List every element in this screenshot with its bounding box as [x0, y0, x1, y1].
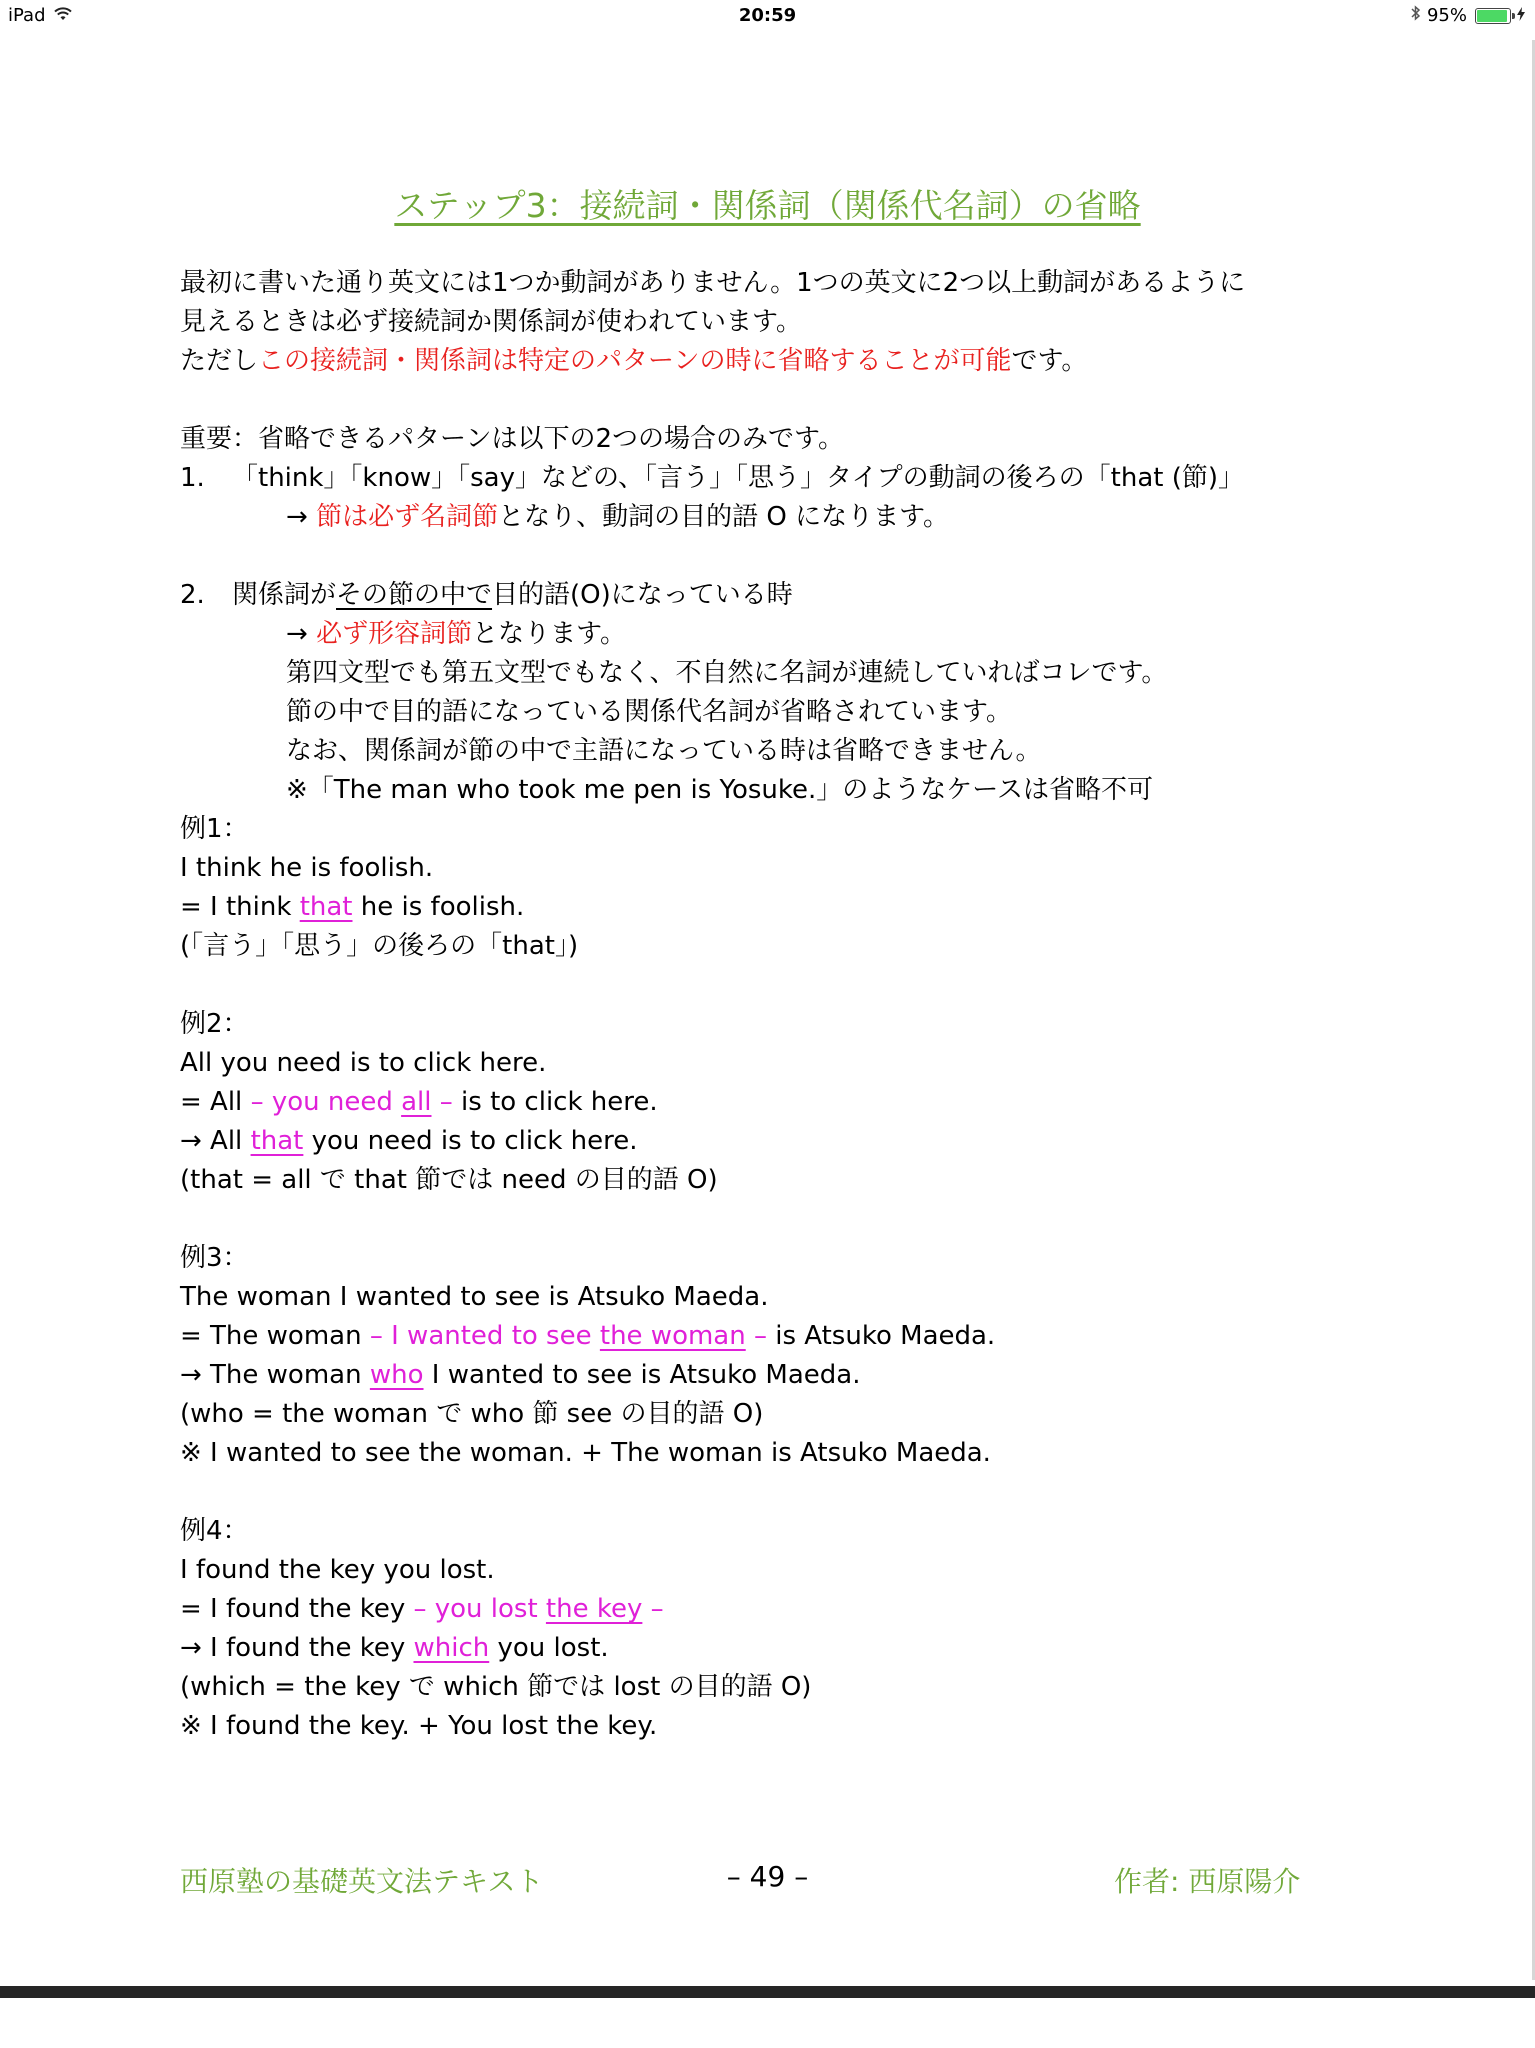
example-1-line: (「言う」「思う」の後ろの「that」) — [180, 931, 579, 961]
pattern-1: 1. 「think」「know」「say」などの、「言う」「思う」タイプの動詞の後ろの「that (節)」 — [180, 463, 1245, 493]
status-time: 20:59 — [738, 5, 797, 26]
example-4-line: → I found the key which you lost. — [180, 1633, 609, 1663]
bluetooth-icon — [1411, 5, 1421, 26]
example-3-line: ※ I wanted to see the woman. + The woman is Atsuko Maeda. — [180, 1438, 991, 1468]
example-3-line: = The woman – I wanted to see the woman – is Atsuko Maeda. — [180, 1321, 996, 1351]
pattern-2-note-1: 第四文型でも第五文型でもなく、不自然に名詞が連続していればコレです。 — [286, 658, 1168, 688]
intro-line-2: 見えるときは必ず接続詞か関係詞が使われています。 — [180, 307, 802, 337]
charging-icon — [1517, 5, 1525, 26]
document-body — [180, 264, 1380, 1746]
example-2-line: All you need is to click here. — [180, 1048, 547, 1078]
pattern-2-note-4: ※「The man who took me pen is Yosuke.」のようなケースは省略不可 — [286, 775, 1153, 805]
pattern-2: 2. 関係詞がその節の中で目的語(O)になっている時 — [180, 580, 793, 610]
status-bar — [0, 0, 1535, 34]
pattern-2-result: → 必ず形容詞節となります。 — [286, 619, 626, 649]
intro-line-1: 最初に書いた通り英文には1つか動詞がありません。1つの英文に2つ以上動詞があるように — [180, 268, 1246, 298]
example-1-line: I think he is foolish. — [180, 853, 434, 883]
important-note: 重要：省略できるパターンは以下の2つの場合のみです。 — [180, 424, 844, 454]
status-right — [1411, 5, 1525, 26]
pattern-2-note-3: なお、関係詞が節の中で主語になっている時は省略できません。 — [286, 736, 1042, 766]
example-4-heading: 例4： — [180, 1516, 249, 1546]
example-2-heading: 例2： — [180, 1009, 249, 1039]
intro-line-3: ただしこの接続詞・関係詞は特定のパターンの時に省略することが可能です。 — [180, 346, 1088, 376]
example-4-line: = I found the key – you lost the key – — [180, 1594, 664, 1624]
battery-icon — [1475, 8, 1511, 24]
page-separator — [0, 1986, 1535, 1998]
example-3-heading: 例3： — [180, 1243, 249, 1273]
battery-percent: 95% — [1426, 5, 1467, 26]
example-3-line: The woman I wanted to see is Atsuko Maeda. — [180, 1282, 769, 1312]
example-1-line: = I think that he is foolish. — [180, 892, 525, 922]
example-4-line: (which = the key で which 節では lost の目的語 O) — [180, 1672, 812, 1702]
page-number: – 49 – — [726, 1860, 809, 1893]
example-2-line: (that = all で that 節では need の目的語 O) — [180, 1165, 718, 1195]
example-2-line: = All – you need all – is to click here. — [180, 1087, 658, 1117]
example-4-line: I found the key you lost. — [180, 1555, 495, 1585]
example-1-heading: 例1： — [180, 814, 249, 844]
example-2-line: → All that you need is to click here. — [180, 1126, 638, 1156]
intro-highlight: この接続詞・関係詞は特定のパターンの時に省略することが可能 — [258, 346, 1012, 376]
example-4-line: ※ I found the key. + You lost the key. — [180, 1711, 658, 1741]
example-3-line: → The woman who I wanted to see is Atsuko Maeda. — [180, 1360, 861, 1390]
example-3-line: (who = the woman で who 節 see の目的語 O) — [180, 1399, 764, 1429]
device-name: iPad — [8, 5, 46, 26]
footer-book-title: 西原塾の基礎英文法テキスト — [180, 1865, 544, 1898]
footer-author: 作者: 西原陽介 — [1114, 1865, 1301, 1898]
pattern-2-note-2: 節の中で目的語になっている関係代名詞が省略されています。 — [286, 697, 1012, 727]
page-title: ステップ3：接続詞・関係詞（関係代名詞）の省略 — [394, 186, 1141, 225]
battery-level-fill — [1477, 10, 1507, 22]
pattern-1-result: → 節は必ず名詞節となり、動詞の目的語 O になります。 — [286, 502, 949, 532]
